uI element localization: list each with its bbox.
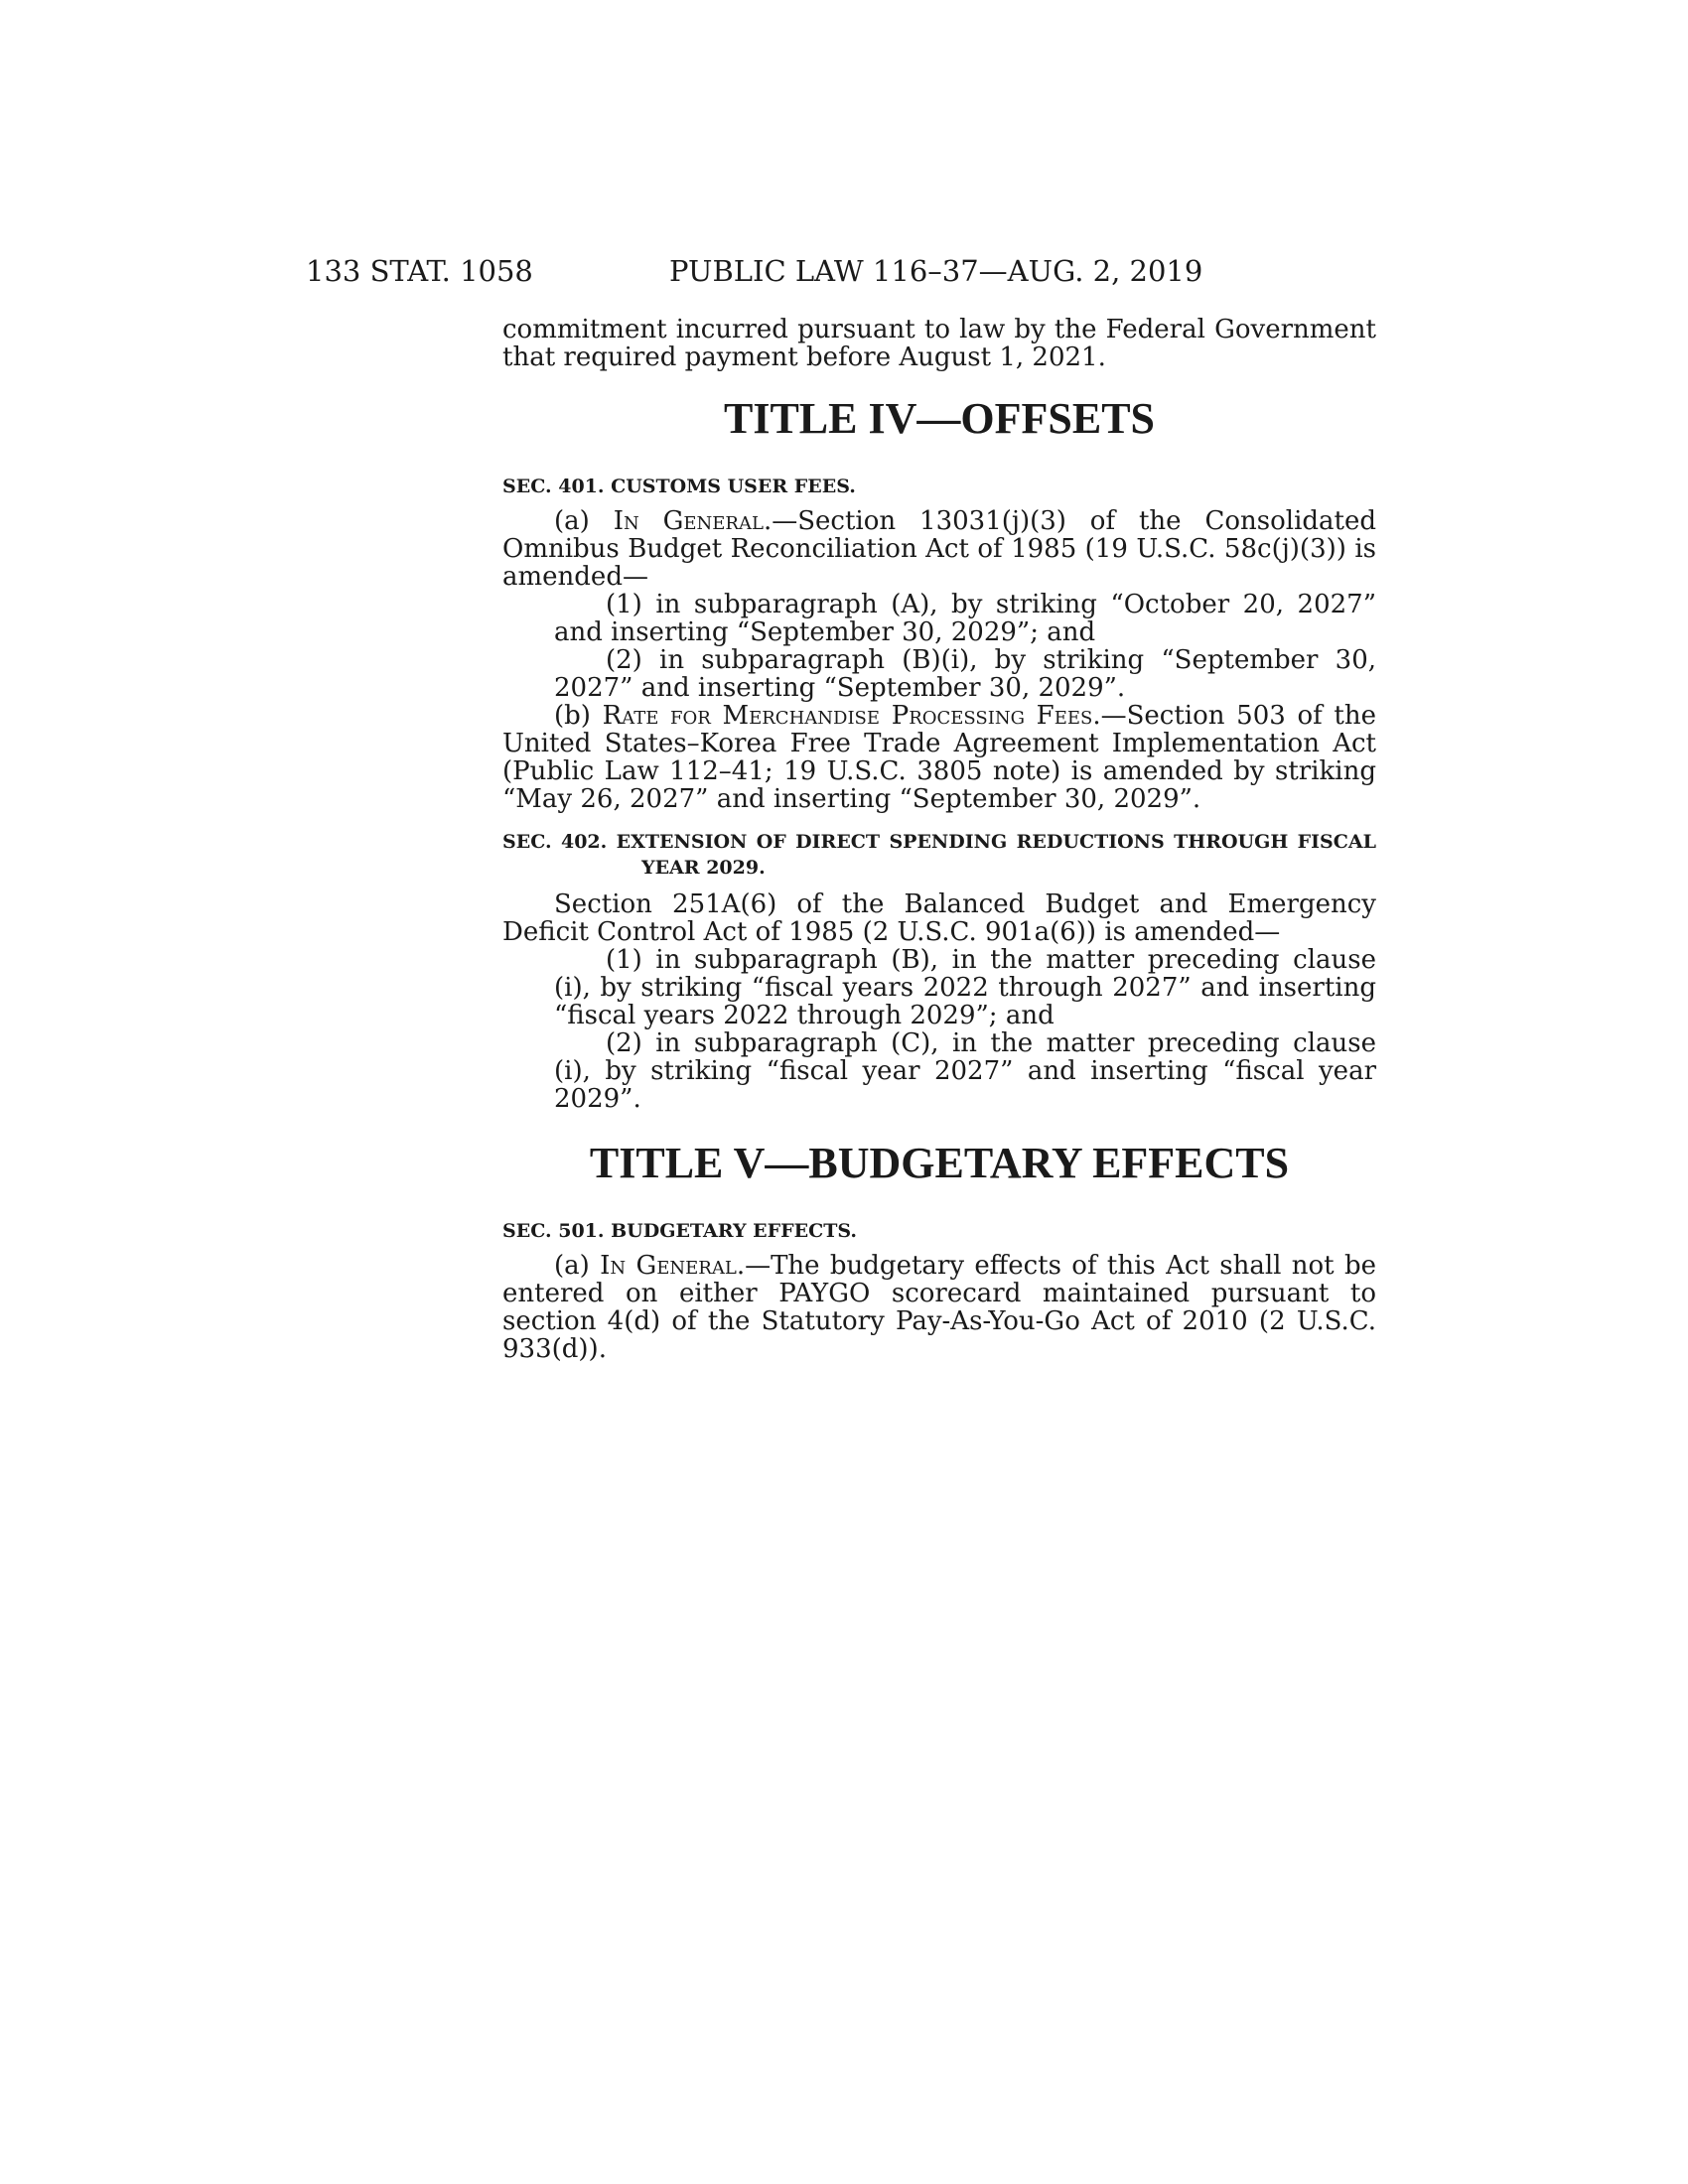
title-v-heading: TITLE V—BUDGETARY EFFECTS: [589, 1139, 1290, 1187]
sec-402-item-2: (2) in subparagraph (C), in the matter preceding clause (i), by striking “fiscal year 2027” and inserting “fiscal year 2029”.: [554, 1028, 1376, 1114]
sec-501-a-num: (a): [554, 1251, 601, 1281]
sec-401-b: [502, 702, 1376, 813]
sec-401-b-num: (b): [554, 701, 603, 731]
sec-401-heading: SEC. 401. CUSTOMS USER FEES.: [502, 476, 856, 497]
sec-401-b-label: Rate for Merchandise Processing Fees: [602, 701, 1093, 731]
sec-402-item-1: (1) in subparagraph (B), in the matter preceding clause (i), by striking “fiscal years 2022 through 2027” and inserting “fiscal years 2022 through 2029”; and: [554, 945, 1376, 1030]
sec-501-a-label: In General: [600, 1251, 737, 1281]
title-iv-heading: TITLE IV—OFFSETS: [723, 394, 1156, 443]
sec-401-a-2: (2) in subparagraph (B)(i), by striking “September 30, 2027” and inserting “September 30, 2029”.: [554, 645, 1376, 703]
sec-401-a: [502, 507, 1376, 591]
sec-501-a-text: .—The budgetary effects of this Act shall not be entered on either PAYGO scorecard maintained pursuant to section 4(d) of the Statutory Pay-As-You-Go Act of 2010 (2 U.S.C. 933(d)).: [502, 1251, 1377, 1364]
sec-401-b-text: .—Section 503 of the United States–Korea Free Trade Agreement Implementation Act (Public Law 112–41; 19 U.S.C. 3805 note) is amended by striking “May 26, 2027” and inserting “September 30, 2029”.: [502, 701, 1377, 814]
sec-401-a-text: .—Section 13031(j)(3) of the Consolidated Omnibus Budget Reconciliation Act of 1985 (19 U.S.C. 58c(j)(3)) is amended—: [502, 506, 1377, 592]
intro-paragraph: commitment incurred pursuant to law by the Federal Government that required payment before August 1, 2021.: [502, 315, 1376, 372]
sec-501-a: [502, 1252, 1376, 1363]
sec-401-a-num: (a): [554, 506, 614, 536]
document-body: [502, 316, 1376, 1363]
sec-501-heading: SEC. 501. BUDGETARY EFFECTS.: [502, 1220, 858, 1242]
sec-401-a-label: In General: [613, 506, 764, 536]
sec-402-heading: SEC. 402. EXTENSION OF DIRECT SPENDING REDUCTIONS THROUGH FISCAL YEAR 2029.: [502, 831, 1376, 879]
public-law-citation: PUBLIC LAW 116–37—AUG. 2, 2019: [669, 254, 1203, 288]
page-header: [306, 251, 1299, 291]
statute-page-number: 133 STAT. 1058: [306, 254, 533, 288]
sec-401-a-1: (1) in subparagraph (A), by striking “October 20, 2027” and inserting “September 30, 2029”; and: [554, 590, 1376, 647]
sec-402-text: Section 251A(6) of the Balanced Budget and Emergency Deficit Control Act of 1985 (2 U.S.C. 901a(6)) is amended—: [502, 889, 1376, 947]
